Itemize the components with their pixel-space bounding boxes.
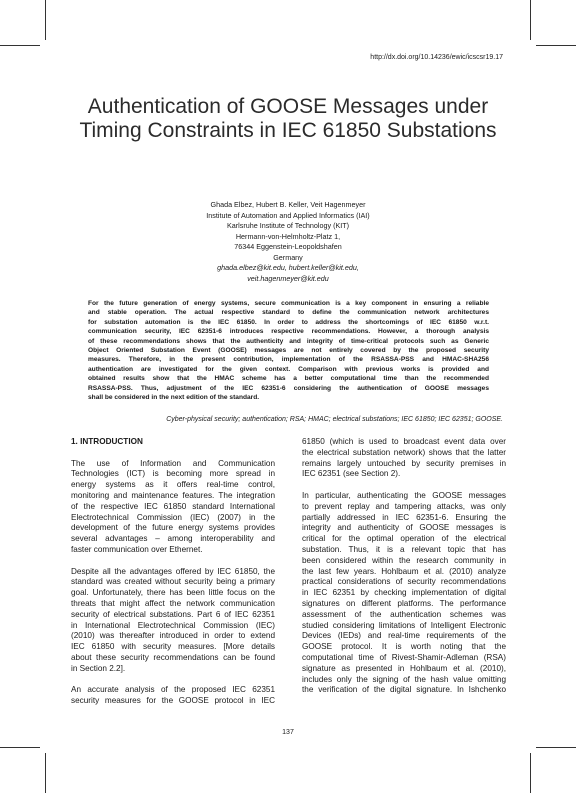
body-text-line: signatures on different platforms. The performance [302, 598, 506, 608]
author-institute: Institute of Automation and Applied Informatics (IAI) [206, 210, 370, 220]
body-text-line: in IEC 62351 by checking implementation of digital [302, 588, 506, 598]
right-column [302, 437, 506, 696]
crop-mark-br-h [536, 747, 576, 748]
author-email[interactable]: ghada.elbez@kit.edu, hubert.keller@kit.edu, [217, 263, 359, 272]
body-text-line: standard was created without security being a primary [71, 577, 275, 587]
abstract-line: RSASSA-PSS. Thus, adjustment of the IEC 62351-6 considering the authentication of GOOSE messages [88, 384, 489, 392]
title-line: Timing Constraints in IEC 61850 Substations [79, 119, 497, 143]
crop-mark-tl-h [0, 45, 40, 46]
body-text-line: integrity and authenticity of GOOSE messages is [302, 523, 506, 533]
body-text-line: critical for the optimal operation of the electrical [302, 534, 506, 544]
paragraph-gap [71, 556, 275, 567]
abstract-line: authentication are investigated for the given context. Comparison with previous works is provided and [88, 365, 489, 373]
paragraph-gap [71, 448, 275, 459]
doi-link[interactable]: http://dx.doi.org/10.14236/ewic/icscsr19.17 [370, 54, 503, 61]
body-text-line: IEC 61850 with security measures. [More details [71, 642, 275, 652]
body-text-line: computational time of Rivest-Shamir-Adleman (RSA) [302, 652, 506, 662]
title-line: Authentication of GOOSE Messages under [87, 95, 489, 118]
abstract-line: for substation automation is the IEC 61850. In order to address the shortcomings of IEC 61850 w.r.t. [88, 318, 489, 326]
body-text-line: includes only the signing of the hash value omitting [302, 674, 506, 684]
author-names: Ghada Elbez, Hubert B. Keller, Veit Hagenmeyer [210, 200, 366, 209]
crop-mark-tr-h [536, 45, 576, 46]
body-text-line: been considered within the research community in [302, 555, 506, 565]
body-text-line: partially addressed in IEC 62351-6. Ensuring the [302, 512, 506, 522]
crop-mark-bl-h [0, 747, 40, 748]
crop-mark-tr-v [530, 0, 531, 40]
body-text-line: substation. Thus, it is a relevant topic that has [302, 544, 506, 554]
body-text-line: Technologies (ICT) is becoming more spread in [71, 469, 275, 479]
body-text-line: Despite all the advantages offered by IEC 61850, the [71, 566, 275, 576]
body-text-line: threats that might affect the network communication [71, 598, 275, 608]
abstract-line: Object Oriented Substation Event (GOOSE) messages are not entirely covered by the proposed security [88, 347, 489, 355]
body-text-line: several advantages – among interoperability and [71, 534, 275, 544]
author-university: Karlsruhe Institute of Technology (KIT) [226, 221, 350, 230]
paragraph-gap [71, 675, 275, 686]
abstract-line: communication security, IEC 62351-6 introduces respective recommendations. However, a thorough analysis [88, 328, 489, 336]
author-block [120, 200, 456, 284]
body-text-line: Electrotechnical Commission (IEC) (2007) in the [71, 512, 275, 522]
abstract [88, 299, 489, 402]
body-text-line: the last few years. Hohlbaum et al. (2010) analyze [302, 566, 506, 576]
abstract-line: shall be considered in the next edition of the standard. [88, 394, 260, 402]
abstract-line: and stable operation. The actual respective standard to define the communication network architectures [88, 309, 489, 317]
crop-mark-bl-v [45, 753, 46, 793]
keywords: Cyber-physical security; authentication; RSA; HMAC; electrical substations; IEC 61850; IEC 62351; GOOSE. [166, 416, 503, 423]
abstract-line: For the future generation of energy systems, secure communication is a key component in ensuring a reliable [88, 300, 489, 307]
body-text-line: to prevent replay and tampering attacks, was only [302, 501, 506, 511]
crop-mark-tl-v [45, 0, 46, 40]
body-text-line: goal. Unfortunately, there has been little focus on the [71, 588, 275, 598]
body-text-line: IEC 62351 (see Section 2). [302, 469, 401, 479]
body-text-line: the verification of the digital signature. In Ishchenko [302, 685, 506, 695]
body-text-line: in International Electrotechnical Commission (IEC) [71, 620, 275, 630]
body-text-line: The use of Information and Communication [71, 458, 275, 468]
body-text-line: in Section 2.2]. [71, 663, 126, 673]
body-text-line: In particular, authenticating the GOOSE messages [302, 490, 506, 500]
paragraph-gap [302, 480, 506, 491]
author-street: Hermann-von-Helmholtz-Platz 1, [235, 231, 341, 241]
body-text-line: GOOSE protocol. It is worth noting that the [302, 642, 506, 652]
body-text-line: security measures for the GOOSE protocol in IEC [71, 696, 275, 706]
body-text-line: (2010) was thereafter introduced in order to extend [71, 631, 275, 641]
body-text-line: studied considering limitations of Intelligent Electronic [302, 620, 506, 630]
abstract-line: measures. Therefore, in the present contribution, implementation of the RSASSA-PSS and HMAC-SHA256 [88, 356, 489, 364]
body-text-line: Devices (IEDs) and real-time requirements of the [302, 631, 506, 641]
body-text-line: An accurate analysis of the proposed IEC 62351 [71, 685, 275, 695]
body-text-line: the electrical substation network) shows that the latter [302, 447, 506, 457]
body-text-line: assessment of the authentication schemes was [302, 609, 506, 619]
section-heading: 1. INTRODUCTION [71, 437, 143, 446]
body-text-line: faster communication over Ethernet. [71, 544, 203, 554]
body-text-line: about these security recommendations can be found [71, 652, 275, 662]
body-text-line: 61850 (which is used to broadcast event data over [302, 437, 506, 446]
abstract-line: of these recommendations shows that the authenticity and integrity of time-critical protocols such as Generic [88, 337, 489, 345]
body-text-line: security of electrical substations. Part 6 of IEC 62351 [71, 609, 275, 619]
body-text-line: development of the future energy systems provides [71, 523, 275, 533]
body-text-line: remains largely untouched by security premises in [302, 458, 506, 468]
author-country: Germany [273, 252, 303, 262]
body-text-line: of the respective IEC 61850 standard International [71, 501, 275, 511]
page-number: 137 [282, 729, 294, 736]
author-city: 76344 Eggenstein-Leopoldshafen [234, 242, 342, 251]
author-email[interactable]: veit.hagenmeyer@kit.edu [247, 273, 329, 283]
body-text-line: practical considerations of security recommendations [302, 577, 506, 587]
paper-title [40, 95, 536, 143]
left-column [71, 437, 275, 707]
abstract-line: obtained results show that the HMAC scheme has a better computational time than the recommended [88, 375, 489, 383]
body-text-line: signature as presented in Hohlbaum et al. (2010), [302, 663, 506, 673]
crop-mark-br-v [530, 753, 531, 793]
body-text-line: energy systems as it offers real-time control, [71, 480, 275, 490]
body-text-line: monitoring and maintenance features. The integration [71, 490, 275, 500]
